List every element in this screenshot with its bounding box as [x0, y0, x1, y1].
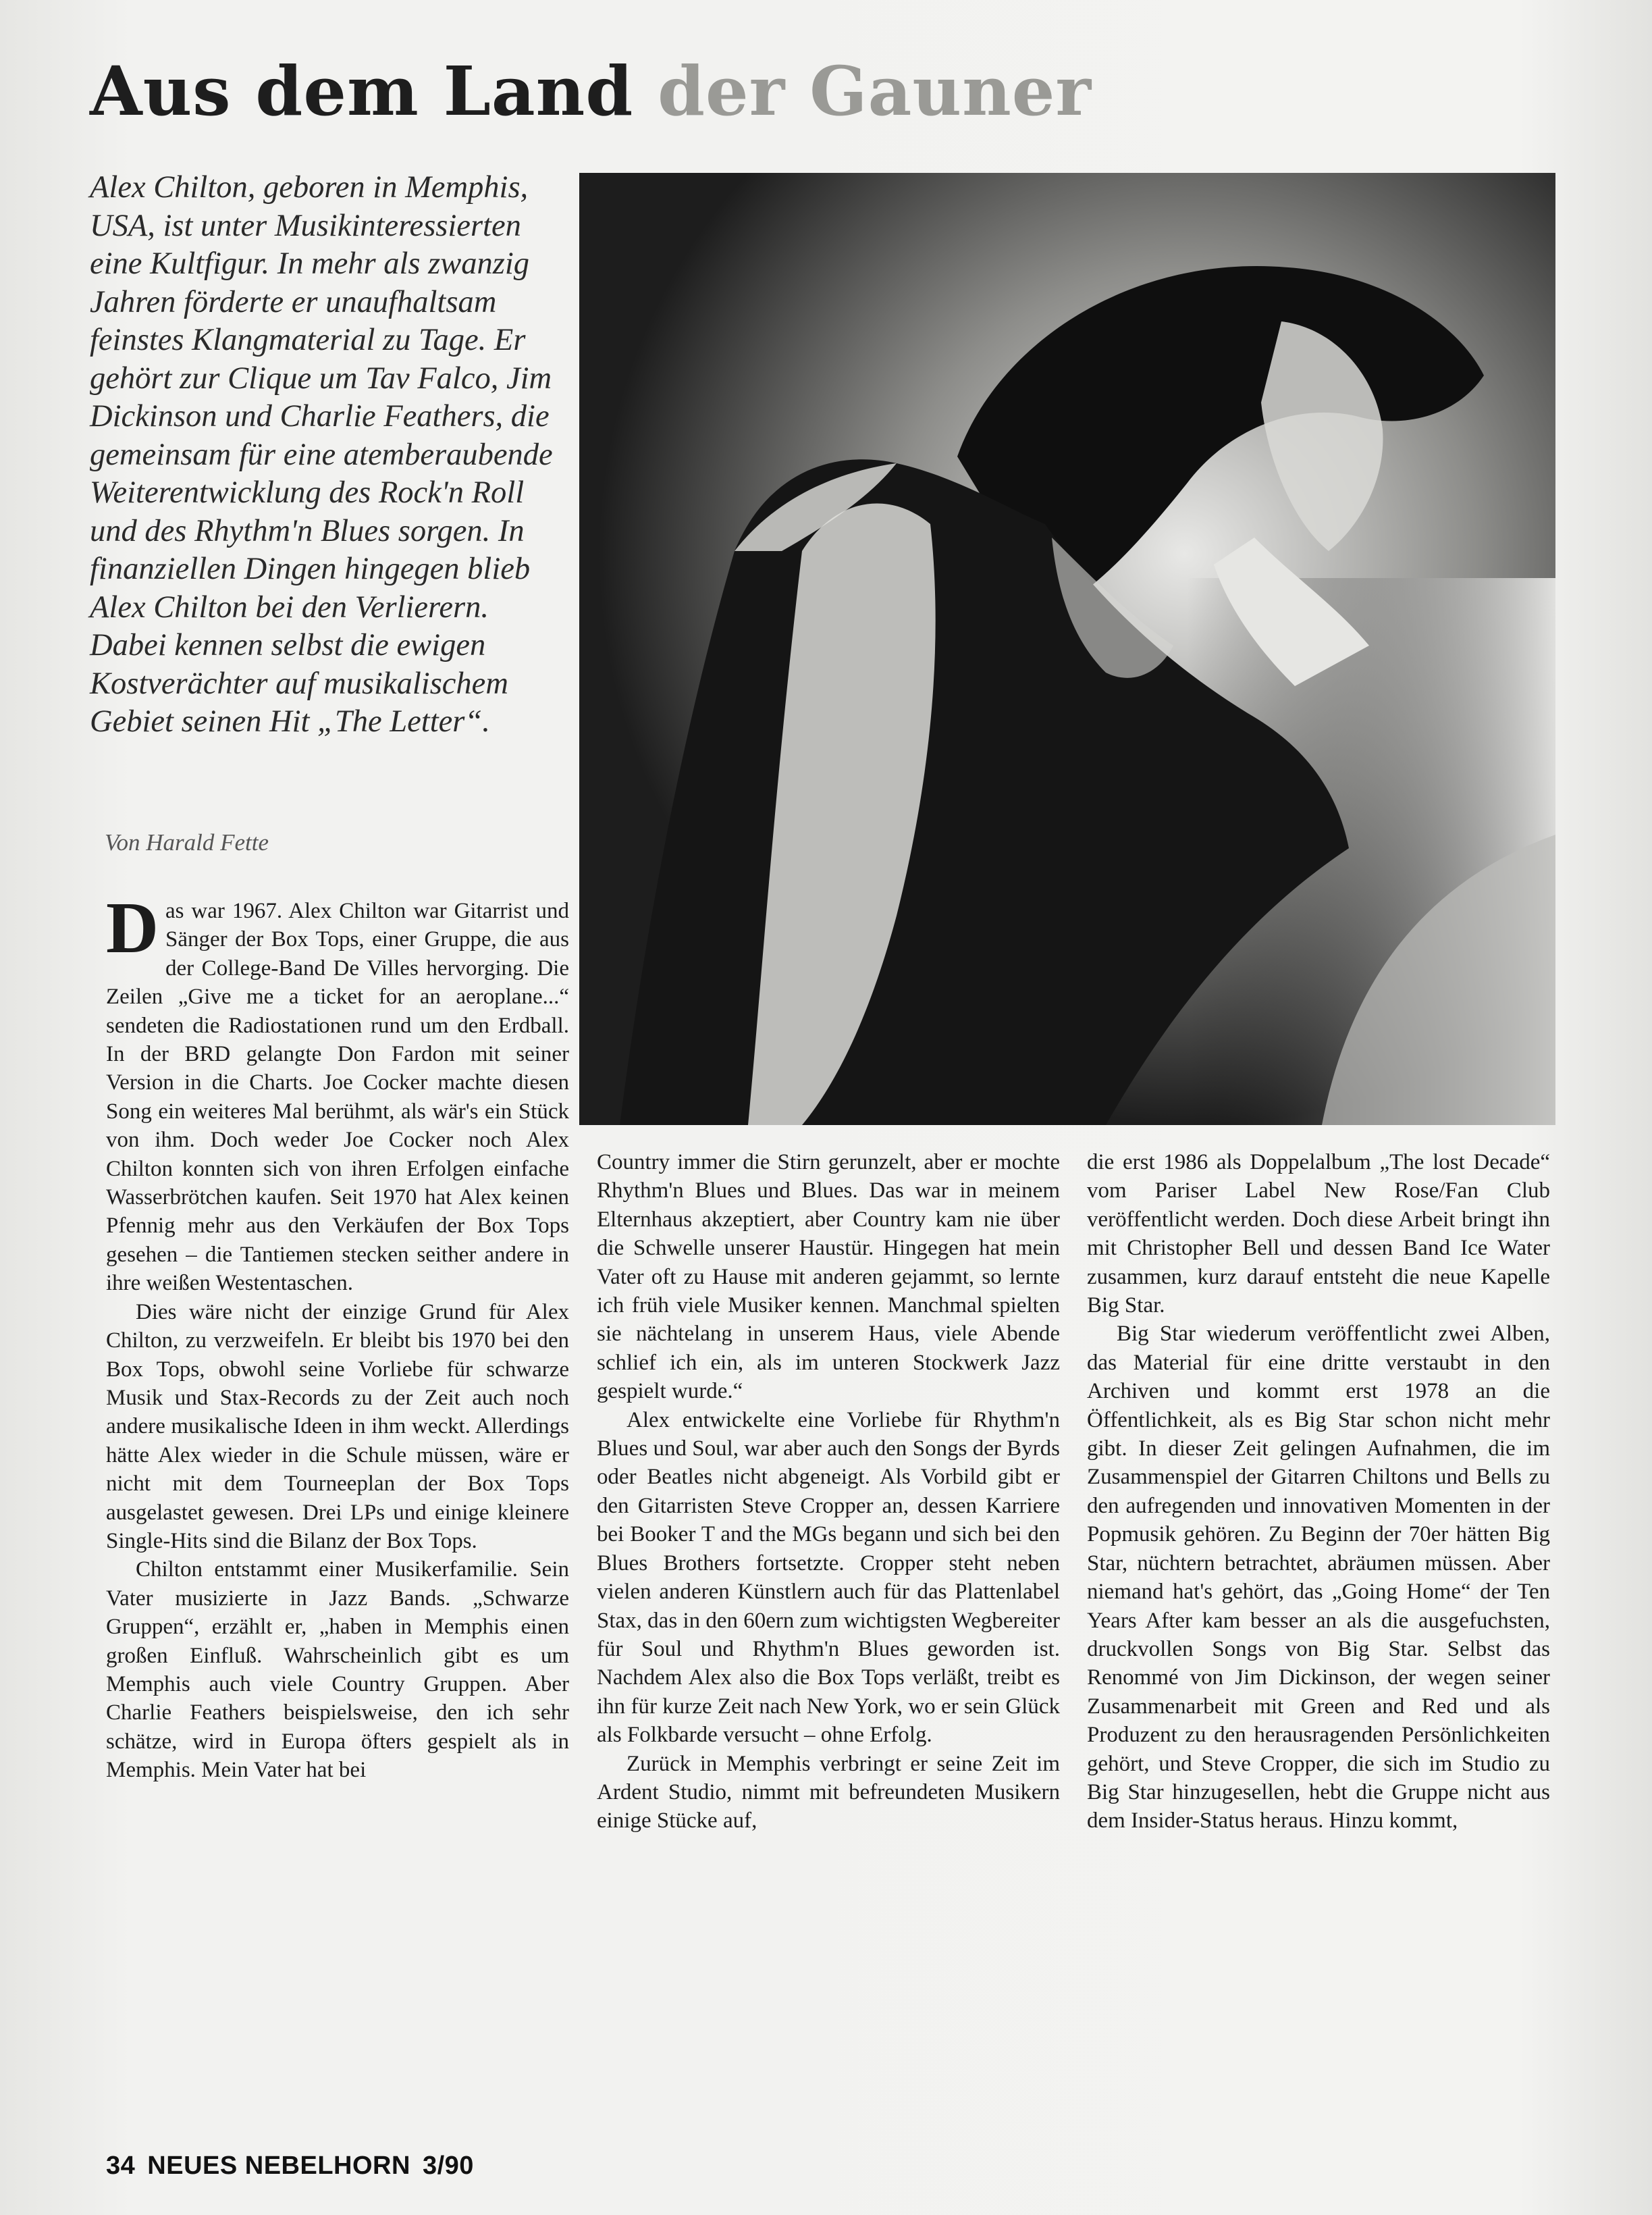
article-column-2 [597, 1148, 1060, 1835]
page-number: 34 [106, 2152, 136, 2180]
photo-portrait-image [579, 173, 1555, 1125]
col2-paragraph-1: Country immer die Stirn gerunzelt, aber er mochte Rhythm'n Blues und Blues. Das war in meinem Elternhaus akzeptiert, aber Country kam nie über die Schwelle unserer Haustür. Hingegen hat mein Vater oft zu Hause mit anderen gejammt, so lernte ich früh viele Musiker kennen. Manchmal spielten sie nächtelang in unserem Haus, viele Abende schlief ich ein, als im unteren Stockwerk Jazz gespielt wurde.“ [597, 1150, 1060, 1404]
article-photo [579, 173, 1555, 1125]
col1-paragraph-1 [106, 888, 569, 1298]
article-column-3 [1087, 1148, 1550, 1835]
page-footer [106, 2152, 486, 2181]
article-column-1 [106, 888, 569, 1785]
headline-faded-part: der Gauner [658, 51, 1092, 131]
article-headline [90, 47, 1237, 135]
col3-paragraph-1: die erst 1986 als Doppelalbum „The lost Decade“ vom Pariser Label New Rose/Fan Club veröffentlicht werden. Doch diese Arbeit bringt ihn mit Christopher Bell und dessen Band Ice Water zusammen, kurz darauf entsteht die neue Kapelle Big Star. [1087, 1150, 1550, 1318]
issue-number: 3/90 [422, 2152, 474, 2180]
drop-cap: D [106, 888, 159, 968]
col1-paragraph-2: Dies wäre nicht der einzige Grund für Alex Chilton, zu verzweifeln. Er bleibt bis 1970 bei den Box Tops, obwohl seine Vorliebe für schwarze Musik und Stax-Records zu der Zeit auch noch andere musikalische Ideen in ihm weckt. Allerdings hätte Alex wieder in die Schule müssen, wäre er nicht mit dem Tourneeplan der Box Tops ausgelastet gewesen. Drei LPs und einige kleinere Single-Hits sind die Bilanz der Box Tops. [106, 1299, 569, 1553]
byline: Von Harald Fette [105, 829, 269, 856]
col3-paragraph-2: Big Star wiederum veröffentlicht zwei Alben, das Material für eine dritte verstaubt in den Archiven und kommt erst 1978 an die Öffentlichkeit, als es Big Star schon nicht mehr gibt. In dieser Zeit gelingen Aufnahmen, die im Zusammenspiel der Gitarren Chiltons und Bells zu den aufregenden und innovativen Momenten in der Popmusik gehören. Zu Beginn der 70er hätten Big Star, nüchtern betrachtet, abräumen müssen. Aber niemand hat's gehört, das „Going Home“ der Ten Years After kam besser an als die ausgefuchsten, druckvollen Songs von Big Star. Selbst das Renommé von Jim Dickinson, der wegen seiner Zusammenarbeit mit Green and Red und als Produzent zu den herausragenden Persönlichkeiten gehört, und Steve Cropper, die sich im Studio zu Big Star hinzugesellen, hebt die Gruppe nicht aus dem Insider-Status heraus. Hinzu kommt, [1087, 1322, 1550, 1833]
headline-dark-part: Aus dem Land [90, 51, 658, 131]
lead-text: Alex Chilton, geboren in Memphis, USA, ist unter Musikinteressierten eine Kultfigur. In mehr als zwanzig Jahren förderte er unaufhaltsam feinstes Klangmaterial zu Tage. Er gehört zur Clique um Tav Falco, Jim Dickinson und Charlie Feathers, die gemeinsam für eine atemberaubende Weiterentwicklung des Rock'n Roll und des Rhythm'n Blues sorgen. In finanziellen Dingen hingegen blieb Alex Chilton bei den Verlierern. Dabei kennen selbst die ewigen Kostverächter auf musikalischem Gebiet seinen Hit „The Letter“. [90, 170, 553, 739]
col1-paragraph-3: Chilton entstammt einer Musikerfamilie. Sein Vater musizierte in Jazz Bands. „Schwarze Gruppen“, erzählt er, „haben in Memphis einen großen Einfluß. Wahrscheinlich gibt es um Memphis auch viele Country Gruppen. Aber Charlie Feathers beispielsweise, den ich sehr schätze, wird in Europa öfters gespielt als in Memphis. Mein Vater hat bei [106, 1557, 569, 1783]
magazine-name: NEUES NEBELHORN [147, 2152, 410, 2180]
col2-paragraph-3: Zurück in Memphis verbringt er seine Zeit im Ardent Studio, nimmt mit befreundeten Musikern einige Stücke auf, [597, 1751, 1060, 1833]
col1-paragraph-1-text: as war 1967. Alex Chilton war Gitarrist und Sänger der Box Tops, einer Gruppe, die aus der College-Band De Villes hervorging. Die Zeilen „Give me a ticket for an aeroplane...“ sendeten die Radiostationen rund um den Erdball. In der BRD gelangte Don Fardon mit seiner Version in die Charts. Joe Cocker machte diesen Song ein weiteres Mal berühmt, als wär's ein Stück von ihm. Doch weder Joe Cocker noch Alex Chilton konnten sich von ihren Erfolgen einfache Wasserbrötchen kaufen. Seit 1970 hat Alex keinen Pfennig mehr aus den Verkäufen der Box Tops gesehen – die Tantiemen stecken seither andere in ihre weißen Westentaschen. [106, 899, 569, 1296]
lead-paragraph [90, 169, 556, 741]
col2-paragraph-2: Alex entwickelte eine Vorliebe für Rhythm'n Blues und Soul, war aber auch den Songs der Byrds oder Beatles nicht abgeneigt. Als Vorbild gibt er den Gitarristen Steve Cropper an, dessen Karriere bei Booker T and the MGs begann und sich bei den Blues Brothers fortsetzte. Cropper steht neben vielen anderen Künstlern auch für das Plattenlabel Stax, das in den 60ern zum wichtigsten Wegbereiter für Soul und Rhythm'n Blues geworden ist. Nachdem Alex also die Box Tops verläßt, treibt es ihn für kurze Zeit nach New York, wo er sein Glück als Folkbarde versucht – ohne Erfolg. [597, 1407, 1060, 1748]
